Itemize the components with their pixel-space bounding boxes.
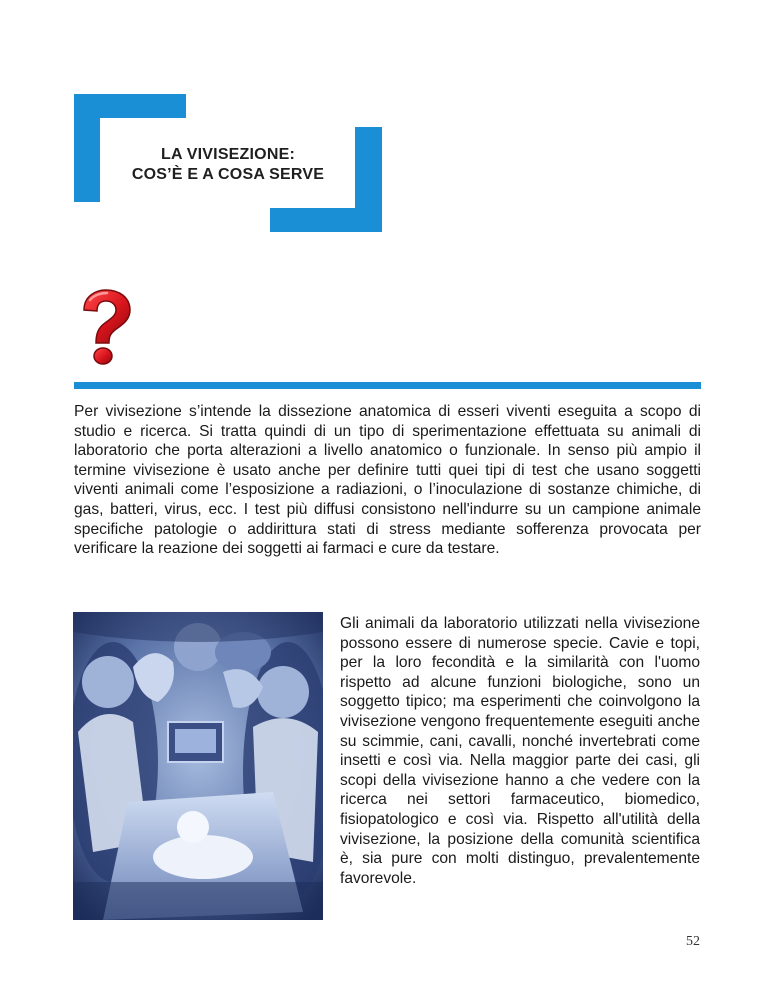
title-line-2: COS’È E A COSA SERVE [131,166,325,183]
section-divider [74,382,701,389]
laboratory-photo [73,612,323,920]
side-paragraph: Gli animali da laboratorio utilizzati nella vivisezione possono essere di numerose specie. Cavie e topi, per la loro fecondità e la similarità con l'uomo rispetto ad alcune funzioni biologiche, sono un soggetto tipico; ma esperimenti che coinvolgono la vivisezione vengono frequentemente eseguiti anche su scimmie, cani, cavalli, nonché invertebrati come insetti e così via. Nella maggior parte dei casi, gli scopi della vivisezione hanno a che vedere con la ricerca nei settori farmaceutico, biomedico, fisiopatologico e così via. Rispetto all'utilità della vivisezione, la posizione della comunità scientifica è, sia pure con molti distinguo, prevalentemente favorevole. [340,615,700,887]
page-number: 52 [686,934,700,949]
title-bracket-left-bar [74,94,100,202]
title-bracket-right-bar [355,127,382,232]
title-line-1: LA VIVISEZIONE: [161,146,295,163]
question-mark-icon [74,288,134,368]
page-title [104,145,352,185]
intro-paragraph: Per vivisezione s’intende la dissezione anatomica di esseri viventi eseguita a scopo di studio e ricerca. Si tratta quindi di un tipo di sperimentazione effettuata su animali di laboratorio che porta alterazioni a livello anatomico o funzionale. In senso più ampio il termine vivisezione è usato anche per definire tutti quei tipi di test che usano soggetti viventi animali come l’esposizione a radiazioni, o l’inoculazione di sostanze chimiche, di gas, batteri, virus, ecc. I test più diffusi consistono nell'indurre su un campione animale specifiche patologie o addirittura stati di stress mediante sofferenza provocata per verificare la reazione dei soggetti ai farmaci e cure da testare. [74,403,701,558]
